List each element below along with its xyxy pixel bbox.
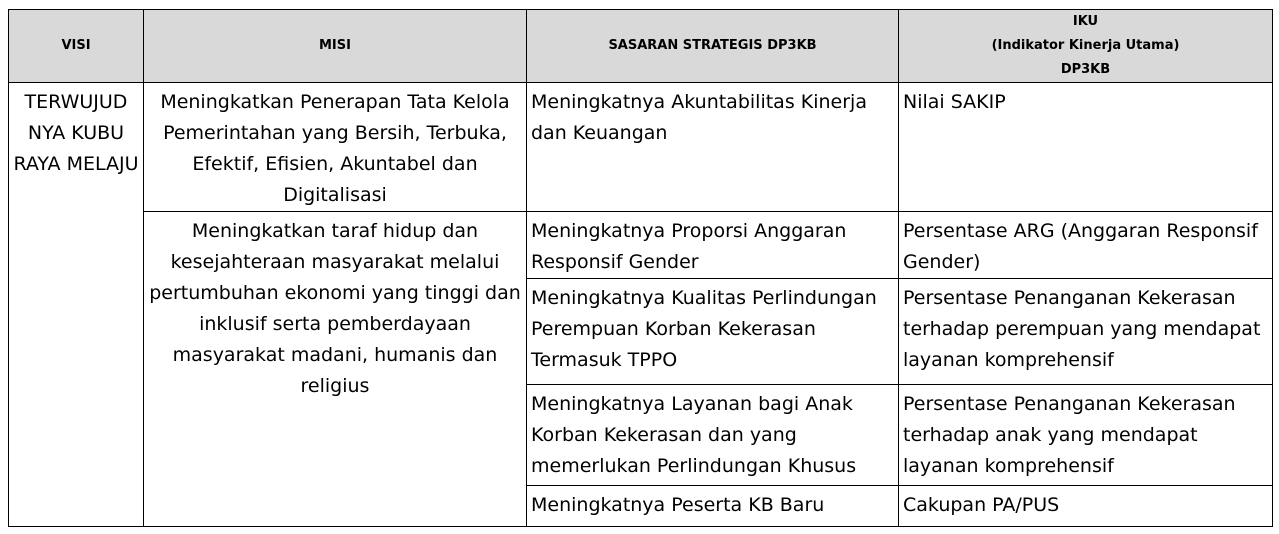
misi-cell: Meningkatkan taraf hidup dan kesejahteraan masyarakat melalui pertumbuhan ekonomi yang tinggi dan inklusif serta pemberdayaan masyarakat madani, humanis dan religius bbox=[144, 212, 527, 527]
table-row bbox=[9, 212, 1273, 279]
header-iku bbox=[899, 10, 1273, 83]
sasaran-cell: Meningkatnya Peserta KB Baru bbox=[527, 486, 899, 527]
iku-cell: Persentase Penanganan Kekerasan terhadap perempuan yang mendapat layanan komprehensif bbox=[899, 279, 1273, 385]
table-row bbox=[9, 83, 1273, 212]
visi-cell: TERWUJUD NYA KUBU RAYA MELAJU bbox=[9, 83, 144, 527]
sasaran-cell: Meningkatnya Layanan bagi Anak Korban Kekerasan dan yang memerlukan Perlindungan Khusus bbox=[527, 385, 899, 486]
header-iku-line3: DP3KB bbox=[1060, 62, 1111, 77]
header-iku-line2: (Indikator Kinerja Utama) bbox=[991, 38, 1180, 53]
iku-cell: Cakupan PA/PUS bbox=[899, 486, 1273, 527]
header-misi: MISI bbox=[144, 10, 527, 83]
iku-cell: Persentase Penanganan Kekerasan terhadap anak yang mendapat layanan komprehensif bbox=[899, 385, 1273, 486]
strategy-table bbox=[8, 9, 1273, 527]
header-visi: VISI bbox=[9, 10, 144, 83]
sasaran-cell: Meningkatnya Akuntabilitas Kinerja dan Keuangan bbox=[527, 83, 899, 212]
iku-cell: Persentase ARG (Anggaran Responsif Gender) bbox=[899, 212, 1273, 279]
header-iku-line1: IKU bbox=[1072, 14, 1099, 29]
header-sasaran: SASARAN STRATEGIS DP3KB bbox=[527, 10, 899, 83]
sasaran-cell: Meningkatnya Kualitas Perlindungan Perempuan Korban Kekerasan Termasuk TPPO bbox=[527, 279, 899, 385]
iku-cell: Nilai SAKIP bbox=[899, 83, 1273, 212]
header-row bbox=[9, 10, 1273, 83]
misi-cell: Meningkatkan Penerapan Tata Kelola Pemerintahan yang Bersih, Terbuka, Efektif, Efisien, Akuntabel dan Digitalisasi bbox=[144, 83, 527, 212]
sasaran-cell: Meningkatnya Proporsi Anggaran Responsif Gender bbox=[527, 212, 899, 279]
